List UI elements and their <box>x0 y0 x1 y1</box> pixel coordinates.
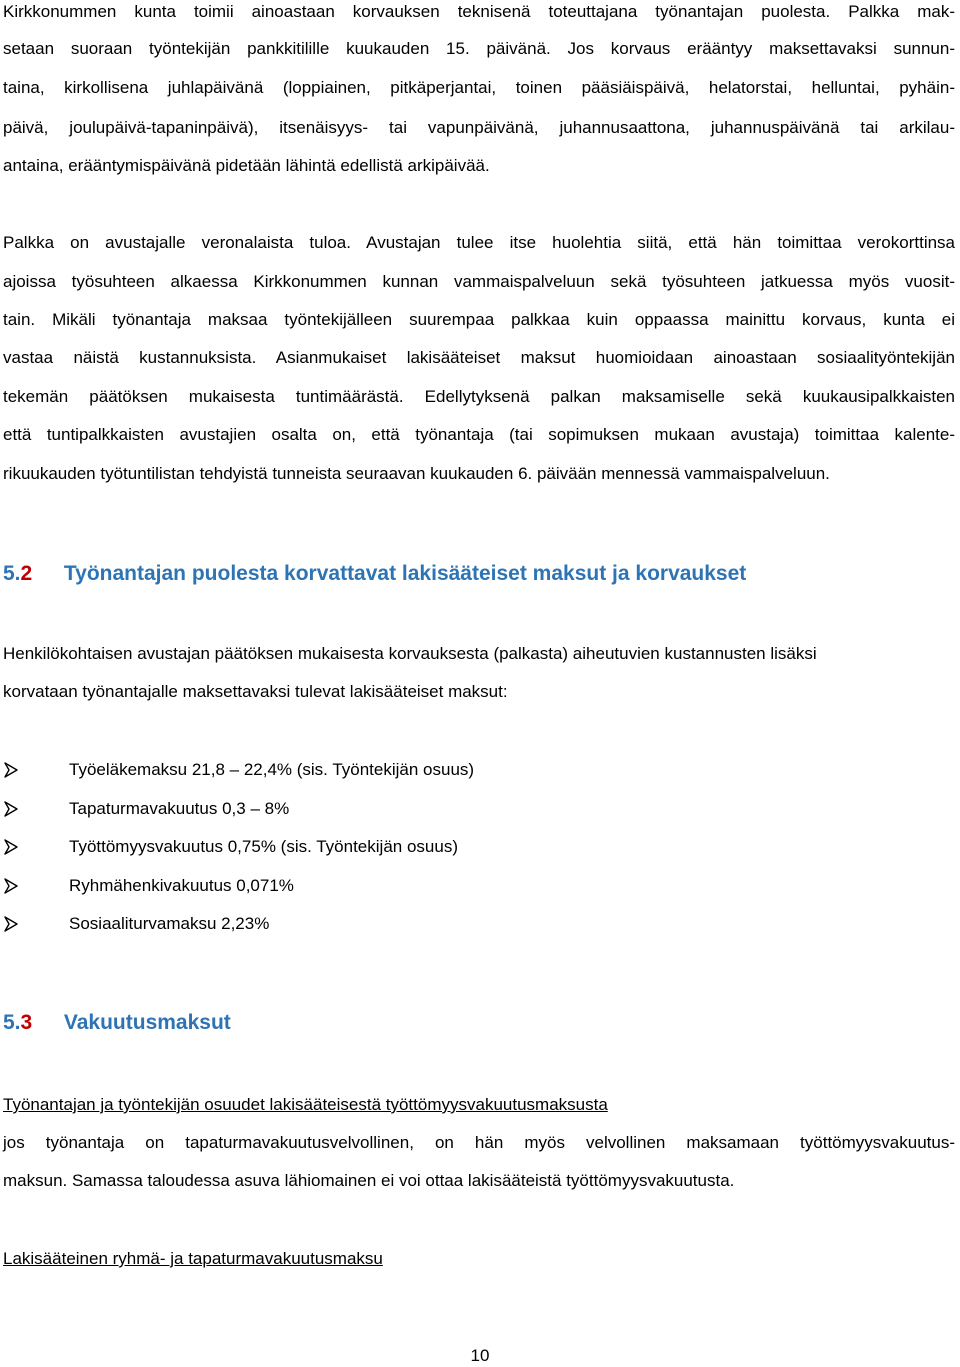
list-item-text: Tapaturmavakuutus 0,3 – 8% <box>69 799 290 818</box>
text-line: korvataan työnantajalle maksettavaksi tulevat lakisääteiset maksut: <box>3 682 508 701</box>
heading-number: 5. <box>3 562 21 585</box>
text-line: jos työnantaja on tapaturmavakuutusvelvollinen, on hän myös velvollinen maksamaan työttömyysvakuutus- <box>3 1133 955 1152</box>
text-line: tain. Mikäli työnantaja maksaa työntekijälleen suurempaa palkkaa kuin oppaassa mainittu korvaus, kunta ei <box>3 310 955 329</box>
text-line: setaan suoraan työntekijän pankkitilille kuukauden 15. päivänä. Jos korvaus erääntyy maksettavaksi sunnun- <box>3 39 955 58</box>
list-item-text: Työeläkemaksu 21,8 – 22,4% (sis. Työntekijän osuus) <box>69 760 475 779</box>
text-line: että tuntipalkkaisten avustajien osalta on, että työnantaja (tai sopimuksen mukaan avustaja) toimittaa kalente- <box>3 425 955 444</box>
text-line: maksun. Samassa taloudessa asuva lähiomainen ei voi ottaa lakisääteistä työttömyysvakuutusta. <box>3 1171 735 1190</box>
heading-title: Vakuutusmaksut <box>63 1011 231 1034</box>
arrow-bullet-icon <box>3 759 69 781</box>
heading-number-accent: 2 <box>20 562 33 585</box>
list-item <box>3 759 474 781</box>
list-item-text: Työttömyysvakuutus 0,75% (sis. Työntekijän osuus) <box>69 837 458 856</box>
underlined-subheading: Työnantajan ja työntekijän osuudet lakisääteisestä työttömyysvakuutusmaksusta <box>3 1095 608 1114</box>
list-item <box>3 913 269 935</box>
text-line: taina, kirkollisena juhlapäivänä (loppiainen, pitkäperjantai, toinen pääsiäispäivä, helatorstai, helluntai, pyhäin- <box>3 78 955 97</box>
text-line: Palkka on avustajalle veronalaista tuloa. Avustajan tulee itse huolehtia siitä, että hän toimittaa verokorttinsa <box>3 233 955 252</box>
text-line: vastaa näistä kustannuksista. Asianmukaiset lakisääteiset maksut huomioidaan ainoastaan sosiaalityöntekijän <box>3 348 955 367</box>
arrow-bullet-icon <box>3 798 69 820</box>
text-line: rikuukauden työtuntilistan tehdyistä tunneista seuraavan kuukauden 6. päivään mennessä vammaispalveluun. <box>3 464 830 483</box>
section-heading-5-2 <box>3 560 746 588</box>
arrow-bullet-icon <box>3 836 69 858</box>
text-line: ajoissa työsuhteen alkaessa Kirkkonummen kunnan vammaispalveluun sekä työsuhteen jatkuessa myös vuosit- <box>3 272 955 291</box>
text-line: antaina, erääntymispäivänä pidetään lähintä edellistä arkipäivää. <box>3 156 490 175</box>
arrow-bullet-icon <box>3 913 69 935</box>
list-item <box>3 798 289 820</box>
text-line: Henkilökohtaisen avustajan päätöksen mukaisesta korvauksesta (palkasta) aiheutuvien kustannusten lisäksi <box>3 644 817 663</box>
heading-number-accent: 3 <box>20 1011 33 1034</box>
list-item-text: Ryhmähenkivakuutus 0,071% <box>69 876 294 895</box>
list-item <box>3 836 458 858</box>
list-item <box>3 875 294 897</box>
underlined-subheading: Lakisääteinen ryhmä- ja tapaturmavakuutusmaksu <box>3 1249 383 1268</box>
text-line: päivä, joulupäivä-tapaninpäivä), itsenäisyys- tai vapunpäivänä, juhannusaattona, juhannuspäivänä tai arkilau- <box>3 118 955 137</box>
text-line: Kirkkonummen kunta toimii ainoastaan korvauksen teknisenä toteuttajana työnantajan puolesta. Palkka mak- <box>3 2 955 21</box>
heading-number: 5. <box>3 1011 21 1034</box>
arrow-bullet-icon <box>3 875 69 897</box>
page-number: 10 <box>470 1346 490 1365</box>
text-line: tekemän päätöksen mukaisesta tuntimäärästä. Edellytyksenä palkan maksamiselle sekä kuukausipalkkaisten <box>3 387 955 406</box>
section-heading-5-3 <box>3 1009 231 1037</box>
list-item-text: Sosiaaliturvamaksu 2,23% <box>69 914 270 933</box>
heading-title: Työnantajan puolesta korvattavat lakisääteiset maksut ja korvaukset <box>63 562 747 585</box>
